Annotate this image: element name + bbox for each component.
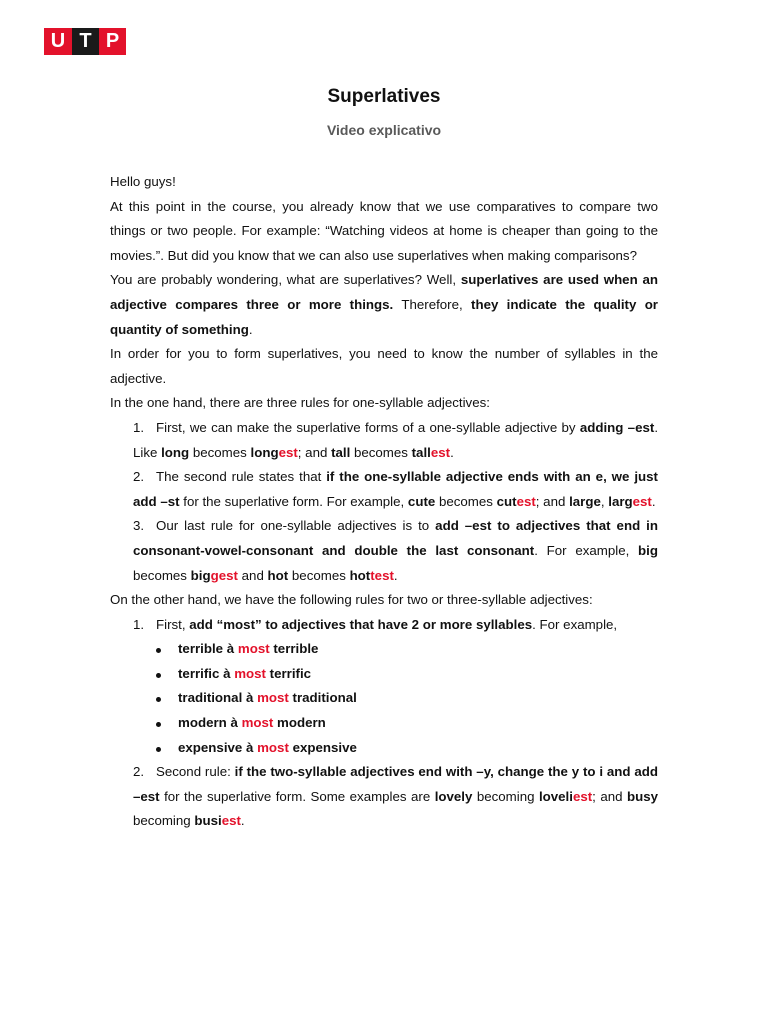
logo-letter-p: P xyxy=(99,28,126,55)
most-examples-list xyxy=(133,637,658,760)
syllables-paragraph: In order for you to form superlatives, you need to know the number of syllables in the adjective. xyxy=(110,346,658,386)
two-syllable-intro: On the other hand, we have the following rules for two or three-syllable adjectives: xyxy=(110,592,593,608)
list-item: 3. Our last rule for one-syllable adjectives is to add –est to adjectives that end in consonant-vowel-consonant and double the last consonant. For example, big becomes biggest and hot becomes hottest. xyxy=(133,518,658,583)
list-item: 2. Second rule: if the two-syllable adjectives end with –y, change the y to i and add –est for the superlative form. Some examples are lovely becoming loveliest; and busy becoming busiest. xyxy=(133,764,658,829)
definition-paragraph: You are probably wondering, what are superlatives? Well, superlatives are used when an adjective compares three or more things. Therefore, they indicate the quality or quantity of something. xyxy=(110,272,658,337)
logo-letter-u: U xyxy=(44,28,72,55)
example-item: traditional à most traditional xyxy=(178,686,658,711)
logo-letter-t: T xyxy=(72,28,99,55)
example-item: modern à most modern xyxy=(178,711,658,736)
page-subtitle: Video explicativo xyxy=(326,122,442,138)
utp-logo xyxy=(44,28,126,55)
one-syllable-rules xyxy=(110,416,658,588)
example-item: expensive à most expensive xyxy=(178,736,658,761)
example-item: terrible à most terrible xyxy=(178,637,658,662)
two-syllable-rules xyxy=(110,613,658,834)
one-syllable-intro: In the one hand, there are three rules for one-syllable adjectives: xyxy=(110,395,490,411)
page-title: Superlatives xyxy=(327,86,441,107)
list-item: 1. First, add “most” to adjectives that have 2 or more syllables. For example, terrible à most terrible terrific à most terrific traditional à most traditional modern à most modern expensive à most expensive xyxy=(133,613,658,761)
list-item: 1. First, we can make the superlative forms of a one-syllable adjective by adding –est. Like long becomes longest; and tall becomes tallest. xyxy=(133,419,659,460)
document-body xyxy=(110,170,658,834)
list-item: 2. The second rule states that if the one-syllable adjective ends with an e, we just add –st for the superlative form. For example, cute becomes cutest; and large, largest. xyxy=(133,469,658,509)
greeting: Hello guys! xyxy=(110,174,176,189)
example-item: terrific à most terrific xyxy=(178,662,658,687)
intro-paragraph: At this point in the course, you already know that we use comparatives to compare two things or two people. For example: “Watching videos at home is cheaper than going to the movies.”. But did you know that we can also use superlatives when making comparisons? xyxy=(110,198,658,263)
